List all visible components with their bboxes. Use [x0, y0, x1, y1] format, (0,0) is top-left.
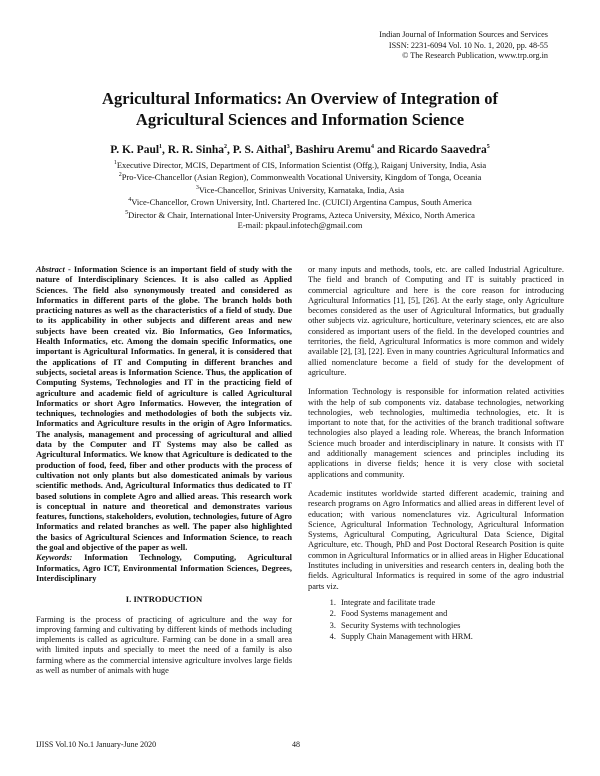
list-item: 3. Security Systems with technologies	[338, 621, 564, 631]
list-item: 1. Integrate and facilitate trade	[338, 598, 564, 608]
section-heading-introduction: I. INTRODUCTION	[125, 594, 203, 605]
author: P. K. Paul$^1$	[110, 143, 163, 156]
abstract-label: Abstract	[36, 265, 65, 274]
list-item: 2. Food Systems management and	[338, 609, 564, 619]
affiliation: $^4$Vice-Chancellor, Crown University, Intl. Chartered Inc. (CUICI) Argentina Campus, South America	[128, 197, 472, 208]
abstract: Abstract - Information Science is an important field of study with the nature of Interdisciplinary Sciences. It is also called as Applied Sciences. The field also synonymously treated and considered as Informatics in different parts of the globe. The branch holds both practicing natures as well as the characteristics of a field of study. Due to its applicability in other subjects and different areas and new subjects have been created viz. Bio Informatics, Geo Informatics, Health Informatics, etc. Among the domain specific Informatics, one important is Agricultural Informatics. In general, it is considered that the applications of IT and Computing in different branches and subjects, societal areas is Information Science. Thus, the application of Computing Systems, Technologies and IT in the practicing field of agriculture and academic field of agriculture is called Agricultural Informatics or short Agro Informatics. However, the integration of techniques, technologies and methodologies of both the subjects viz. Informatics and Agriculture results in the origin of Agro Informatics. The analysis, management and processing of agricultural and allied data by the Computer and IT Systems may also be called as Agricultural Informatics. We know that Agriculture is dedicated to the production of food, feed, fiber and other products with the process of cultivation not only plants but also domesticated animals by various scientific methods. And, Agricultural Informatics thus dedicated to IT based solutions in complete Agro and allied areas. This research work is conceptual in nature and theoretical and demonstrates various features, functions, stakeholders, evolution, technologies, future of Agro Informatics and related branches as well. The paper also highlighted the basics of Agricultural Sciences and Information Science, to reach the goal and objective of the paper as well.	[36, 265, 292, 553]
body-paragraph: Academic institutes worldwide started different academic, training and research programs on Agro Informatics and allied areas in different level of education; with various nomenclatures viz. Agricultural Information Science, Agricultural Information Technology, Agricultural Information Systems, Agricultural Computing, Agricultural Data Science, Digital Agriculture, etc. Though, PhD and Post Doctoral Research Position is quite common in Agricultural Informatics or in allied areas in Higher Educational Institutes including in universities and research centers in, dealing both the fields. Agricultural Informatics is required in some of the agro industrial parts viz.	[308, 488, 564, 591]
page-number: 48	[292, 740, 300, 749]
intro-paragraph: Farming is the process of practicing of agriculture and the way for improving farming and cultivating by different kinds of methods including implements is called as agriculture. Farming can be done in a small area with limited inputs and specially to meet the need of a family is also farming where as the commercial intensive agriculture involves large fields as well as number of animals with huge	[36, 614, 292, 675]
author: P. S. Aithal$^3$	[232, 143, 290, 156]
email: E-mail: pkpaul.infotech@gmail.com	[237, 220, 363, 231]
affiliations	[30, 158, 570, 231]
author: Bashiru Aremu$^4$	[295, 143, 374, 156]
affiliation: $^1$Executive Director, MCIS, Department of CIS, Information Scientist (Offg.), Raiganj University, India, Asia	[113, 159, 487, 170]
affiliation: $^5$Director & Chair, International Inter-University Programs, Azteca University, México, North America	[125, 209, 475, 220]
footer-journal: IJISS Vol.10 No.1 January-June 2020	[36, 740, 157, 749]
left-column	[36, 265, 292, 676]
keywords: Keywords: Information Technology, Computing, Agricultural Informatics, Agro ICT, Environmental Information Sciences, Degrees, Interdisciplinary	[36, 553, 292, 583]
author: Ricardo Saavedra$^5$	[398, 143, 490, 156]
numbered-list	[308, 598, 564, 642]
keywords-label: Keywords:	[36, 553, 73, 563]
journal-header	[379, 30, 548, 62]
affiliation: $^2$Pro-Vice-Chancellor (Asian Region), Commonwealth Vocational University, Kingdom of Tonga, Oceania	[118, 172, 482, 183]
affiliation: $^3$Vice-Chancellor, Srinivas University, Karnataka, India, Asia	[195, 184, 405, 195]
list-item: 4. Supply Chain Management with HRM.	[338, 632, 564, 642]
body-paragraph: Information Technology is responsible for information related activities with the help of sub components viz. database technologies, networking technologies, web technologies, multimedia technologies, etc. It is important to note that, for the activities of the branch traditional software technologies also played a leading role. Whereas, the branch Information Science much broader and interdisciplinary in nature. It consists with IT and additionally management sciences and principles including its applications in diverse fields; hence it is very close with societal applications and community.	[308, 387, 564, 479]
body-paragraph: or many inputs and methods, tools, etc. are called Industrial Agriculture. The field and branch of Computing and IT is suitably practiced in commercial agriculture and here is the core reason for introducing Agricultural Informatics [1], [5], [26]. At the early stage, only Agriculture becomes considered as the user of Agricultural Informatics, but gradually other subjects viz. agriculture, horticulture, veterinary sciences, etc are also considered as important users of the field. In the developed countries and territories, the field, Agricultural Informatics is more common and widely available [2], [3], [22]. Even in many countries Agricultural Informatics and allied nomenclature become a field of study for the development of agriculture.	[308, 265, 564, 377]
journal-issn: ISSN: 2231-6094 Vol. 10 No. 1, 2020, pp. 48-55	[388, 40, 548, 50]
author-list: P. K. Paul$^1$, R. R. Sinha$^2$, P. S. Aithal$^3$, Bashiru Aremu$^4$ and Ricardo Saavedra$^5$	[110, 143, 490, 156]
journal-publisher: © The Research Publication, www.trp.org.in	[402, 51, 548, 60]
author: R. R. Sinha$^2$	[167, 143, 228, 156]
journal-name: Indian Journal of Information Sources and Services	[379, 30, 548, 39]
paper-title: Agricultural Informatics: An Overview of Integration of Agricultural Sciences and Information Science	[102, 89, 498, 129]
right-column	[308, 265, 564, 643]
